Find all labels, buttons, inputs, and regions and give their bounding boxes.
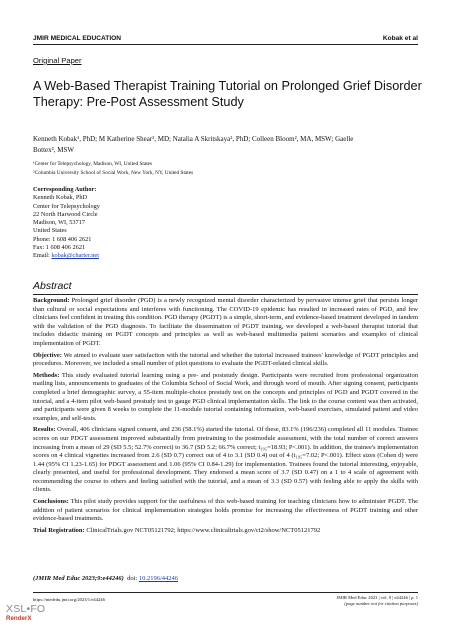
methods-label: Methods:	[33, 371, 60, 379]
results-label: Results:	[33, 426, 56, 434]
header-rule	[33, 44, 418, 45]
abstract-objective	[33, 352, 418, 369]
corresponding-street: 22 North Harwood Circle	[33, 210, 98, 218]
objective-label: Objective:	[33, 351, 62, 359]
corresponding-author	[33, 186, 100, 261]
doi-label: doi:	[127, 575, 138, 582]
corresponding-name: Kenneth Kobak, PhD	[33, 194, 88, 202]
citation-line	[33, 575, 178, 582]
footer-volume: JMIR Med Educ 2023 | vol. 9 | e44246 | p. 1	[336, 595, 418, 600]
corresponding-phone: Phone: 1 608 406 2621	[33, 235, 92, 243]
background-text: Prolonged grief disorder (PGD) is a newly recognized mental disorder characterized by pervasive intense grief that persists longer than cultural or social expectations and interferes with functioning. The COVID-19 epidemic has resulted in increased rates of PGD, and few clinicians feel confident in treating this condition. PGD therapy (PGDT) is a simple, short-term, and evidence-based treatment developed in tandem with the validation of the PGD diagnosis. To facilitate the dissemination of PGDT training, we developed a web-based therapist tutorial that includes didactic training on PGDT concepts and principles as well as web-based multimedia patient scenarios and examples of clinical implementation of PGDT.	[33, 297, 418, 347]
affiliation-1: ¹Center for Telepsychology, Madison, WI, United States	[33, 161, 153, 167]
author-list	[33, 134, 423, 156]
footer-url: https://mededu.jmir.org/2023/1/e44246	[33, 597, 105, 602]
footer-page-info	[337, 595, 419, 607]
corresponding-country: United States	[33, 227, 67, 235]
doi-link[interactable]: 10.2196/44246	[138, 575, 179, 582]
logo-line-2: RenderX	[6, 615, 32, 622]
abstract-heading: Abstract	[33, 280, 72, 292]
trial-label: Trial Registration:	[33, 526, 85, 534]
paper-title: A Web-Based Therapist Training Tutorial on Prolonged Grief Disorder Therapy: Pre-Post Assessment Study	[33, 79, 422, 109]
abstract-rule	[33, 294, 418, 295]
footer-rule	[33, 592, 418, 593]
trial-text: ClinicalTrials.gov NCT05121792; https://www.clinicaltrials.gov/ct2/show/NCT05121792	[86, 526, 321, 534]
email-link[interactable]: kobak@charter.net	[51, 252, 99, 260]
journal-name: JMIR MEDICAL EDUCATION	[33, 35, 122, 42]
corresponding-fax: Fax: 1 608 406 2621	[33, 244, 86, 252]
running-author: Kobak et al	[382, 35, 418, 42]
author-line-2: Bottex², MSW	[33, 146, 74, 154]
corresponding-heading: Corresponding Author:	[33, 186, 97, 193]
objective-text: We aimed to evaluate user satisfaction with the tutorial and whether the tutorial increased trainees' knowledge of PGDT principles and procedures. Moreover, we included a small number of pilot questions to evaluate the PGDT-related clinical skills.	[33, 351, 418, 368]
footer-note: (page number not for citation purposes)	[344, 601, 418, 606]
abstract-methods	[33, 372, 418, 424]
background-label: Background:	[33, 297, 70, 304]
corresponding-org: Center for Telepsychology	[33, 202, 100, 210]
affiliation-2: ²Columbia University School of Social Work, New York, NY, United States	[33, 170, 194, 176]
logo-line-1: XSL•FO	[6, 603, 46, 615]
journal-reference: (JMIR Med Educ 2023;9:e44246)	[33, 575, 124, 582]
results-text: Overall, 406 clinicians signed consent, and 236 (58.1%) started the tutorial. Of these, 83.1% (196/236) completed all 11 modules. Trainee scores on our PDGT assessment improved substantially from pretraining to the postmodule assessment, with the total number of correct answers increasing from a mean of 29 (SD 5.5; 52.7% correct) to 36.7 (SD 5.2; 66.7% correct; t₁₉₅=18.93; P<.001). In addition, the trainee's implementation scores on 4 clinical vignettes increased from 2.6 (SD 0.7) correct out of 4 to 3.1 (SD 0.4) out of 4 (t₁₉₅=7.02; P<.001). Effect sizes (Cohen d) were 1.44 (95% CI 1.23-1.65) for PDGT assessment and 1.06 (95% CI 0.84-1.29) for implementation. Trainees found the tutorial interesting, enjoyable, clearly presented, and useful for professional development. They endorsed a mean score of 3.7 (SD 0.47) on a 1 to 4 scale of agreement with recommending the course to others and feeling satisfied with the tutorial, and a mean of 3.3 (SD 0.57) with feeling able to apply the skills with clients.	[33, 426, 419, 494]
xslfo-logo	[6, 603, 45, 622]
conclusions-label: Conclusions:	[33, 498, 69, 506]
methods-text: This study evaluated tutorial learning using a pre- and poststudy design. Participants were recruited from professional organization mailing lists, announcements to graduates of the Columbia School of Social Work, and through word of mouth. After signing consent, participants completed a brief demographic survey, a 55-item multiple-choice prestudy test on the concepts and principles of PGD and PGDT covered in the tutorial, and a 4-item pilot web-based prestudy test to gauge PGD clinical implementation skills. The link to the course content was then activated, and participants were given 8 weeks to complete the 11-module tutorial containing information, web-based exercises, simulated patient and video examples, and self-tests.	[33, 371, 418, 422]
corresponding-city: Madison, WI, 53717	[33, 219, 86, 227]
article-type: Original Paper	[33, 56, 82, 65]
abstract-body	[33, 297, 418, 538]
abstract-trial	[33, 527, 418, 536]
corresponding-email-line	[33, 252, 100, 260]
conclusions-text: This pilot study provides support for the usefulness of this web-based training for teaching clinicians how to administer PGDT. The addition of patient scenarios for clinical implementation strategies holds promise for increasing the effectiveness of PGDT training and other evidence-based treatments.	[33, 498, 418, 523]
abstract-results	[33, 426, 418, 495]
email-label: Email:	[33, 252, 52, 260]
abstract-conclusions	[33, 498, 418, 524]
abstract-background	[33, 297, 418, 349]
author-line-1: Kenneth Kobak¹, PhD; M Katherine Shear², MD; Natalia A Skritskaya², PhD; Colleen Bloom², MA, MSW; Gaelle	[33, 135, 354, 143]
